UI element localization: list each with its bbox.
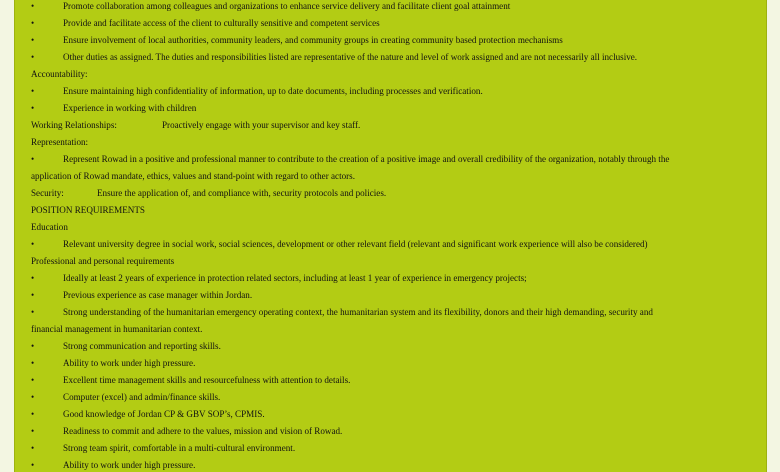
section-heading: Representation:: [31, 137, 89, 147]
field-label: Security:: [31, 188, 64, 198]
bullet-text: Ability to work under high pressure.: [63, 460, 196, 470]
bullet-text: Strong communication and reporting skills.: [63, 341, 221, 351]
bullet-text: Ideally at least 2 years of experience in protection related sectors, including at least 1 year of experience in emergency projects;: [63, 273, 527, 283]
bullet-item: [31, 389, 761, 406]
bullet-icon: •: [31, 426, 35, 436]
bullet-icon: •: [31, 409, 35, 419]
bullet-item: [31, 406, 761, 423]
key-value-line: [31, 117, 761, 134]
bullet-icon: •: [31, 375, 35, 385]
bullet-item: [31, 287, 761, 304]
bullet-item: [31, 49, 761, 66]
bullet-icon: •: [31, 460, 35, 470]
bullet-text: Good knowledge of Jordan CP & GBV SOP’s, CPMIS.: [63, 409, 265, 419]
bullet-item: [31, 440, 761, 457]
bullet-text: Ability to work under high pressure.: [63, 358, 196, 368]
bullet-icon: •: [31, 18, 35, 28]
bullet-continuation: application of Rowad mandate, ethics, values and stand-point with regard to other actors.: [31, 171, 355, 181]
bullet-icon: •: [31, 443, 35, 453]
section-heading: Education: [31, 222, 68, 232]
bullet-text: Represent Rowad in a positive and professional manner to contribute to the creation of a positive image and overall credibility of the organization, notably through the: [63, 154, 670, 164]
bullet-item: [31, 304, 761, 321]
bullet-icon: •: [31, 52, 35, 62]
bullet-item: [31, 236, 761, 253]
bullet-item: [31, 338, 761, 355]
bullet-item: [31, 15, 761, 32]
section-heading: Accountability:: [31, 69, 88, 79]
bullet-text: Strong team spirit, comfortable in a multi-cultural environment.: [63, 443, 296, 453]
bullet-item: [31, 32, 761, 49]
bullet-icon: •: [31, 239, 35, 249]
bullet-text: Promote collaboration among colleagues and organizations to enhance service delivery and facilitate client goal attainment: [63, 1, 511, 11]
bullet-icon: •: [31, 1, 35, 11]
bullet-item: [31, 423, 761, 440]
bullet-text: Excellent time management skills and resourcefulness with attention to details.: [63, 375, 351, 385]
section-heading: POSITION REQUIREMENTS: [31, 205, 145, 215]
bullet-text: Provide and facilitate access of the client to culturally sensitive and competent services: [63, 18, 380, 28]
bullet-icon: •: [31, 86, 35, 96]
bullet-item: [31, 355, 761, 372]
key-value-line: [31, 185, 761, 202]
bullet-item: [31, 0, 761, 15]
field-value: Ensure the application of, and compliance with, security protocols and policies.: [97, 188, 387, 198]
field-label: Working Relationships:: [31, 120, 117, 130]
bullet-item: [31, 100, 761, 117]
bullet-text: Strong understanding of the humanitarian emergency operating context, the humanitarian system and its flexibility, donors and their high demanding, security and: [63, 307, 653, 317]
bullet-item: [31, 270, 761, 287]
bullet-text: Computer (excel) and admin/finance skills.: [63, 392, 221, 402]
bullet-icon: •: [31, 358, 35, 368]
section-heading: Professional and personal requirements: [31, 256, 175, 266]
bullet-text: Ensure involvement of local authorities, community leaders, and community groups in creating community based protection mechanisms: [63, 35, 563, 45]
bullet-item: [31, 151, 761, 168]
bullet-continuation: financial management in humanitarian context.: [31, 324, 203, 334]
bullet-text: Ensure maintaining high confidentiality of information, up to date documents, including processes and verification.: [63, 86, 483, 96]
bullet-text: Relevant university degree in social work, social sciences, development or other relevant field (relevant and significant work experience will also be considered): [63, 239, 648, 249]
bullet-text: Previous experience as case manager within Jordan.: [63, 290, 253, 300]
bullet-icon: •: [31, 103, 35, 113]
bullet-icon: •: [31, 290, 35, 300]
bullet-item: [31, 372, 761, 389]
job-description-panel: [14, 0, 767, 472]
bullet-icon: •: [31, 154, 35, 164]
bullet-text: Other duties as assigned. The duties and responsibilities listed are representative of the nature and level of work assigned and are not necessarily all inclusive.: [63, 52, 638, 62]
bullet-icon: •: [31, 307, 35, 317]
bullet-text: Readiness to commit and adhere to the values, mission and vision of Rowad.: [63, 426, 343, 436]
bullet-text: Experience in working with children: [63, 103, 197, 113]
job-description-text: [31, 0, 761, 472]
field-value: Proactively engage with your supervisor and key staff.: [162, 120, 361, 130]
bullet-icon: •: [31, 392, 35, 402]
bullet-icon: •: [31, 273, 35, 283]
bullet-icon: •: [31, 341, 35, 351]
bullet-item: [31, 83, 761, 100]
bullet-icon: •: [31, 35, 35, 45]
